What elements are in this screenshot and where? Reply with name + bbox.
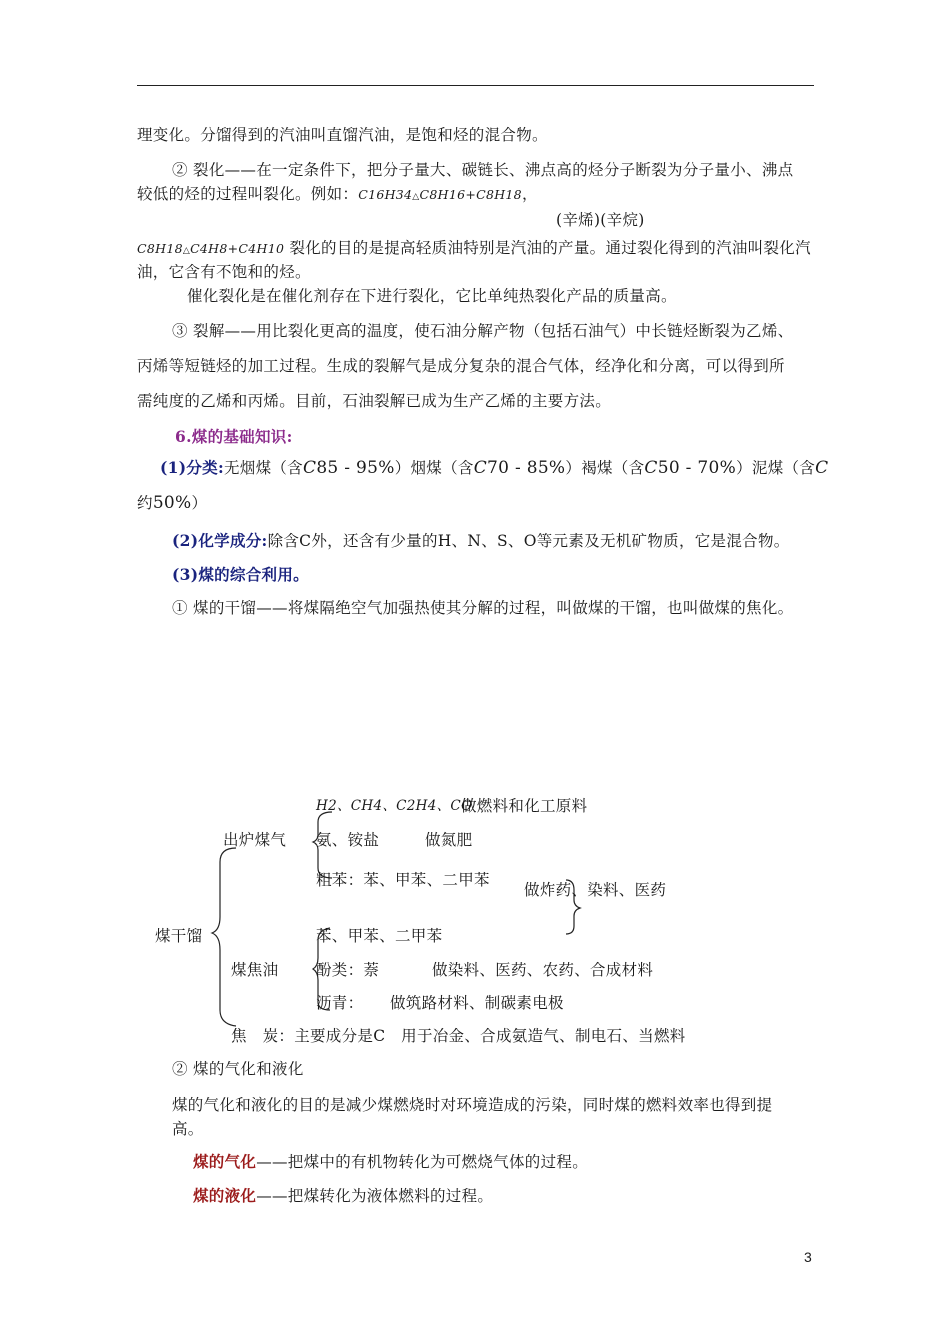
diagram-coke: 焦 炭：主要成分是C 用于冶金、合成氨造气、制电石、当燃料	[231, 1027, 686, 1045]
diagram-gas-a: H2、CH4、C2H4、CO	[316, 798, 473, 814]
diagram-root: 煤干馏	[155, 927, 203, 945]
diagram-tar-c: 沥青：	[316, 994, 364, 1012]
cracking-line-2: 较低的烃的过程叫裂化。例如：C16H34△C8H16+C8H18，	[137, 185, 538, 203]
formula-products: C8H16+C8H18	[419, 187, 522, 202]
cracking-line-1: ② 裂化——在一定条件下，把分子量大、碳链长、沸点高的烃分子断裂为分子量小、沸点	[172, 161, 794, 179]
diagram-gas-b-use: 做氮肥	[425, 831, 473, 849]
gasification-title: ② 煤的气化和液化	[172, 1060, 304, 1078]
diagram-gas-b: 氨、铵盐	[316, 831, 380, 849]
gasification-line-1: 煤的气化和液化的目的是减少煤燃烧时对环境造成的污染，同时煤的燃料效率也得到提	[172, 1096, 773, 1114]
diagram-gas: 出炉煤气	[223, 831, 287, 849]
page-number: 3	[804, 1249, 812, 1265]
pyrolysis-line-3: 需纯度的乙烯和丙烯。目前，石油裂解已成为生产乙烯的主要方法。	[137, 392, 612, 410]
diagram-gas-a-use: 做燃料和化工原料	[461, 797, 588, 815]
formula-c4-products: C4H8+C4H10	[190, 241, 285, 256]
coal-classification-cont: 约50%）	[137, 493, 208, 513]
reaction-arrow: △	[182, 246, 191, 256]
diagram-tar-a: 苯、甲苯、二甲苯	[316, 927, 443, 945]
root-brace	[212, 848, 236, 1026]
liquefaction-def: 煤的液化——把煤转化为液体燃料的过程。	[193, 1186, 494, 1205]
coal-distillation-def: ① 煤的干馏——将煤隔绝空气加强热使其分解的过程，叫做煤的干馏，也叫做煤的焦化。	[172, 599, 794, 617]
diagram-aromatics-use: 做炸药、染料、医药	[524, 881, 667, 899]
diagram-tar-c-use: 做筑路材料、制碳素电极	[390, 994, 564, 1012]
paragraph-distillation: 理变化。分馏得到的汽油叫直馏汽油，是饱和烃的混合物。	[137, 126, 548, 144]
reaction-arrow: △	[412, 192, 420, 202]
catalytic-cracking: 催化裂化是在催化剂存在下进行裂化，它比单纯热裂化产品的质量高。	[187, 287, 677, 305]
diagram-tar-b-use: 做染料、医药、农药、合成材料	[432, 961, 654, 979]
product-names: (辛烯)(辛烷)	[556, 211, 645, 229]
gasification-line-2: 高。	[172, 1120, 204, 1138]
cracking-line-3: C8H18△C4H8+C4H10 裂化的目的是提高轻质油特别是汽油的产量。通过裂化得到的汽油叫裂化汽	[137, 239, 811, 257]
pyrolysis-line-1: ③ 裂解——用比裂化更高的温度，使石油分解产物（包括石油气）中长链烃断裂为乙烯、	[172, 322, 794, 340]
coal-utilization-heading: (3)煤的综合利用。	[172, 565, 309, 584]
coal-classification: (1)分类:无烟煤（含C85 - 95%）烟煤（含C70 - 85%）褐煤（含C50 - 70%）泥煤（含C	[160, 458, 829, 478]
gasification-def: 煤的气化——把煤中的有机物转化为可燃烧气体的过程。	[193, 1152, 589, 1171]
diagram-gas-c: 粗苯：苯、甲苯、二甲苯	[316, 871, 490, 889]
coal-heading: 6.煤的基础知识:	[175, 427, 293, 446]
coal-chemistry: (2)化学成分:除含C外，还含有少量的H、N、S、O等元素及无机矿物质，它是混合物。	[172, 531, 790, 550]
formula-c8h18: C8H18	[137, 241, 183, 256]
pyrolysis-line-2: 丙烯等短链烃的加工过程。生成的裂解气是成分复杂的混合气体，经净化和分离，可以得到所	[137, 357, 785, 375]
cracking-line-4: 油，它含有不饱和的烃。	[137, 263, 311, 281]
diagram-tar-b: 酚类：萘	[316, 961, 380, 979]
diagram-tar: 煤焦油	[231, 961, 279, 979]
formula-c16h34: C16H34	[358, 187, 413, 202]
